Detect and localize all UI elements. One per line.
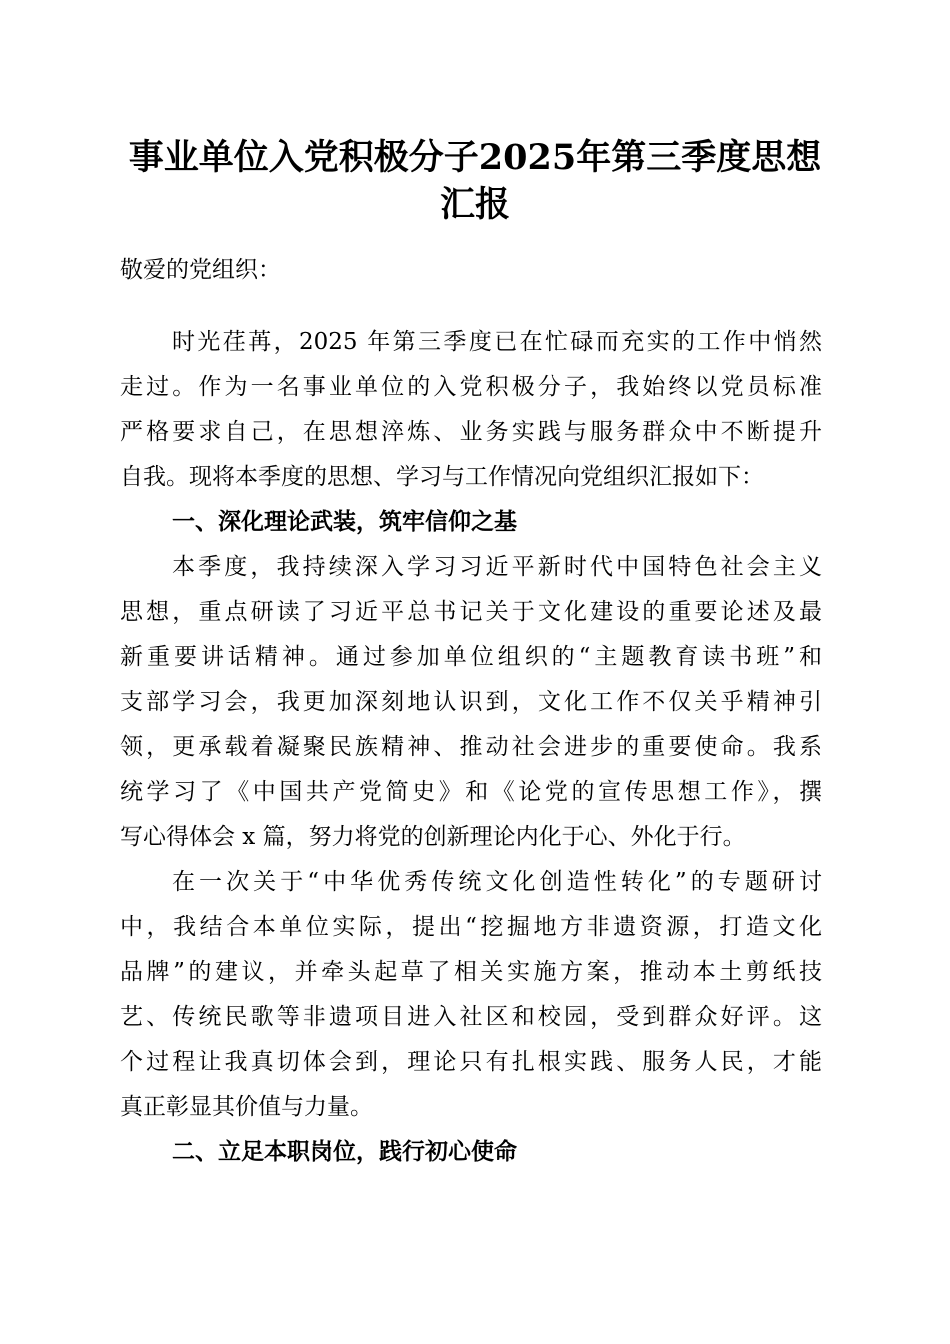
paragraph-line: 在一次关于“中华优秀传统文化创造性转化”的专题研讨 <box>172 869 822 895</box>
paragraph-line: 真正彰显其价值与力量。 <box>120 1094 373 1120</box>
paragraph-line: 支部学习会，我更加深刻地认识到，文化工作不仅关乎精神引 <box>120 689 822 715</box>
paragraph-line: 本季度，我持续深入学习习近平新时代中国特色社会主义 <box>172 554 822 580</box>
paragraph-line: 个过程让我真切体会到，理论只有扎根实践、服务人民，才能 <box>120 1049 822 1075</box>
paragraph-line: 严格要求自己，在思想淬炼、业务实践与服务群众中不断提升 <box>120 419 822 445</box>
paragraph-line: 时光荏苒，2025 年第三季度已在忙碌而充实的工作中悄然 <box>172 329 822 355</box>
paragraph-line: 领，更承载着凝聚民族精神、推动社会进步的重要使命。我系 <box>120 734 822 760</box>
section-heading: 二、立足本职岗位，践行初心使命 <box>172 1139 517 1165</box>
paragraph-line: 走过。作为一名事业单位的入党积极分子，我始终以党员标准 <box>120 374 822 400</box>
paragraph-line: 自我。现将本季度的思想、学习与工作情况向党组织汇报如下： <box>120 464 764 490</box>
document-title-line-2: 汇报 <box>439 184 510 225</box>
salutation: 敬爱的党组织： <box>120 257 281 283</box>
paragraph-line: 思想，重点研读了习近平总书记关于文化建设的重要论述及最 <box>120 599 822 625</box>
paragraph-line: 品牌”的建议，并牵头起草了相关实施方案，推动本土剪纸技 <box>120 959 822 985</box>
paragraph-line: 统学习了《中国共产党简史》和《论党的宣传思想工作》，撰 <box>120 779 822 805</box>
section-heading: 一、深化理论武装，筑牢信仰之基 <box>172 509 517 535</box>
document-title-line-1: 事业单位入党积极分子2025年第三季度思想 <box>128 137 822 178</box>
paragraph-line: 写心得体会 x 篇，努力将党的创新理论内化于心、外化于行。 <box>120 824 746 850</box>
paragraph-line: 中，我结合本单位实际，提出“挖掘地方非遗资源，打造文化 <box>120 914 822 940</box>
paragraph-line: 艺、传统民歌等非遗项目进入社区和校园，受到群众好评。这 <box>120 1004 822 1030</box>
paragraph-line: 新重要讲话精神。通过参加单位组织的“主题教育读书班”和 <box>120 644 822 670</box>
